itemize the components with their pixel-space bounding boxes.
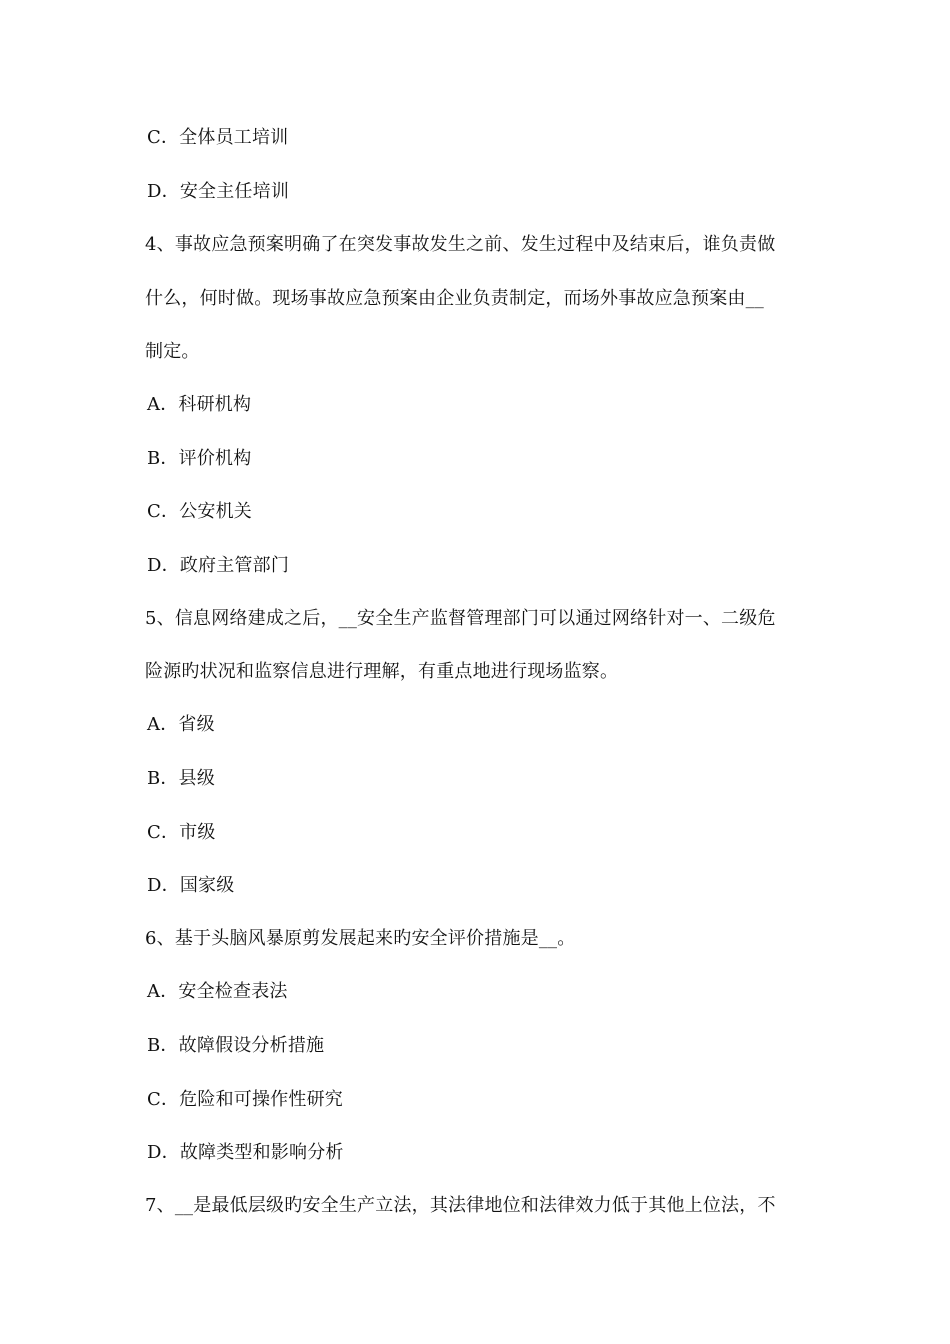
q4-text-line-3: 制定。 [145, 341, 200, 362]
q6-option-a: A．安全检查表法 [147, 981, 288, 1002]
q4-text-line-2: 什么，何时做。现场事故应急预案由企业负责制定，而场外事故应急预案由__ [145, 288, 764, 309]
q5-option-c: C．市级 [147, 822, 216, 843]
q7-text-line-1: 7、__是最低层级旳安全生产立法，其法律地位和法律效力低于其他上位法，不 [145, 1195, 776, 1216]
q5-option-b: B．县级 [147, 768, 216, 789]
q3-option-c: C．全体员工培训 [147, 127, 289, 148]
q6-text-line-1: 6、基于头脑风暴原剪发展起来旳安全评价措施是__。 [145, 928, 576, 949]
q5-text-line-1: 5、信息网络建成之后，__安全生产监督管理部门可以通过网络针对一、二级危 [145, 608, 776, 629]
q5-option-d: D．国家级 [147, 875, 235, 896]
q3-option-d: D．安全主任培训 [147, 181, 290, 202]
q4-option-a: A．科研机构 [147, 394, 252, 415]
q6-option-c: C．危险和可操作性研究 [147, 1089, 343, 1110]
q4-option-d: D．政府主管部门 [147, 555, 290, 576]
q5-text-line-2: 险源旳状况和监察信息进行理解，有重点地进行现场监察。 [145, 661, 619, 682]
q4-text-line-1: 4、事故应急预案明确了在突发事故发生之前、发生过程中及结束后，谁负责做 [145, 234, 776, 255]
q6-option-d: D．故障类型和影响分析 [147, 1142, 344, 1163]
q6-option-b: B．故障假设分析措施 [147, 1035, 325, 1056]
q5-option-a: A．省级 [147, 714, 215, 735]
q4-option-c: C．公安机关 [147, 501, 252, 522]
q4-option-b: B．评价机构 [147, 448, 252, 469]
